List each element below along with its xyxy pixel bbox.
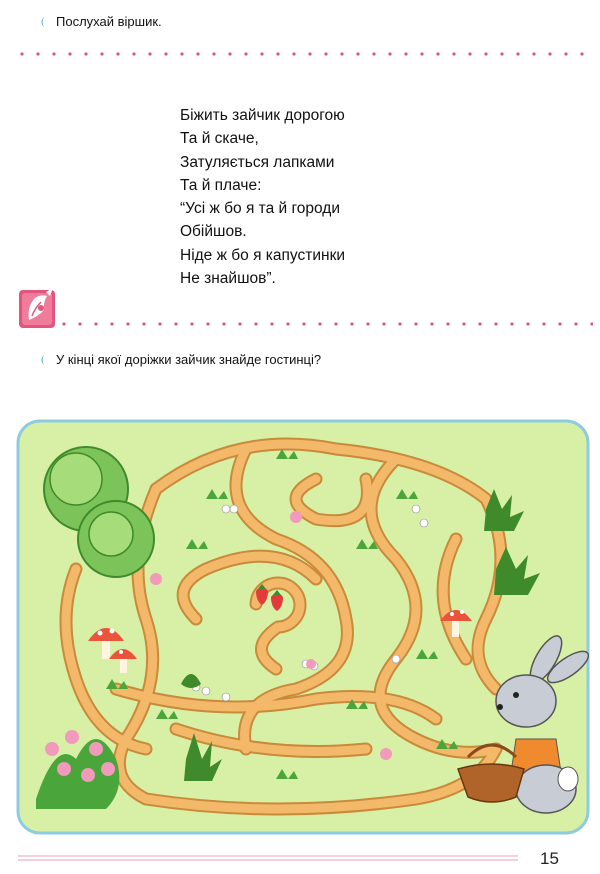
divider-dot xyxy=(100,52,103,55)
poem-line: Та й скаче, xyxy=(180,130,259,148)
divider-dot xyxy=(126,322,129,325)
divider-dot xyxy=(542,322,545,325)
task-maze-text: У кінці якої доріжки зайчик знайде гостинці? xyxy=(56,352,322,367)
maze-illustration xyxy=(16,419,590,835)
divider-dot xyxy=(78,322,81,325)
poem-line: “Усі ж бо я та й городи xyxy=(180,200,341,218)
pink-dotted-divider xyxy=(60,320,593,328)
bullet-icon xyxy=(38,355,46,365)
divider-dot xyxy=(164,52,167,55)
divider-dot xyxy=(404,52,407,55)
divider-dot xyxy=(110,322,113,325)
divider-dot xyxy=(414,322,417,325)
divider-dot xyxy=(516,52,519,55)
divider-dot xyxy=(260,52,263,55)
divider-dot xyxy=(302,322,305,325)
poem-line: Не знайшов”. xyxy=(180,270,276,288)
divider-dot xyxy=(446,322,449,325)
divider-dot xyxy=(148,52,151,55)
poem-line: Біжить зайчик дорогою xyxy=(180,107,345,124)
divider-dot xyxy=(590,322,593,325)
divider-dot xyxy=(548,52,551,55)
divider-dot xyxy=(500,52,503,55)
divider-dot xyxy=(462,322,465,325)
divider-dot xyxy=(580,52,583,55)
divider-dot xyxy=(372,52,375,55)
divider-dot xyxy=(68,52,71,55)
divider-dot xyxy=(292,52,295,55)
divider-dot xyxy=(468,52,471,55)
divider-dot xyxy=(174,322,177,325)
divider-dot xyxy=(228,52,231,55)
divider-dot xyxy=(574,322,577,325)
divider-dot xyxy=(84,52,87,55)
divider-dot xyxy=(366,322,369,325)
poem-line: Обійшов. xyxy=(180,223,247,241)
task-listen-instruction xyxy=(38,14,162,29)
divider-dot xyxy=(484,52,487,55)
divider-dot xyxy=(382,322,385,325)
divider-dot xyxy=(132,52,135,55)
divider-dot xyxy=(398,322,401,325)
divider-dot xyxy=(36,52,39,55)
pink-dotted-divider xyxy=(18,50,593,58)
divider-dot xyxy=(494,322,497,325)
divider-dot xyxy=(196,52,199,55)
divider-dot xyxy=(62,322,65,325)
task-maze-question xyxy=(38,352,321,367)
divider-dot xyxy=(212,52,215,55)
divider-dot xyxy=(340,52,343,55)
divider-dot xyxy=(388,52,391,55)
divider-dot xyxy=(286,322,289,325)
divider-dot xyxy=(276,52,279,55)
divider-dot xyxy=(452,52,455,55)
reading-note-icon xyxy=(17,286,59,330)
divider-dot xyxy=(142,322,145,325)
divider-dot xyxy=(558,322,561,325)
poem xyxy=(180,104,345,290)
divider-dot xyxy=(244,52,247,55)
divider-dot xyxy=(532,52,535,55)
divider-dot xyxy=(430,322,433,325)
footer-divider xyxy=(18,854,518,864)
divider-dot xyxy=(222,322,225,325)
divider-dot xyxy=(308,52,311,55)
divider-dot xyxy=(420,52,423,55)
divider-dot xyxy=(526,322,529,325)
bullet-icon xyxy=(38,17,46,27)
divider-dot xyxy=(116,52,119,55)
divider-dot xyxy=(478,322,481,325)
divider-dot xyxy=(20,52,23,55)
divider-dot xyxy=(94,322,97,325)
divider-dot xyxy=(350,322,353,325)
poem-line: Ніде ж бо я капустинки xyxy=(180,246,346,264)
divider-dot xyxy=(318,322,321,325)
divider-dot xyxy=(206,322,209,325)
divider-dot xyxy=(564,52,567,55)
poem-line: Затуляється лапками xyxy=(180,153,335,171)
divider-dot xyxy=(510,322,513,325)
divider-dot xyxy=(356,52,359,55)
divider-dot xyxy=(238,322,241,325)
divider-dot xyxy=(270,322,273,325)
divider-dot xyxy=(324,52,327,55)
page-number: 15 xyxy=(540,849,559,868)
divider-dot xyxy=(436,52,439,55)
divider-dot xyxy=(158,322,161,325)
divider-dot xyxy=(180,52,183,55)
poem-line: Та й плаче: xyxy=(180,176,262,194)
divider-dot xyxy=(190,322,193,325)
task-listen-text: Послухай віршик. xyxy=(56,14,162,29)
divider-dot xyxy=(52,52,55,55)
divider-dot xyxy=(334,322,337,325)
divider-dot xyxy=(254,322,257,325)
